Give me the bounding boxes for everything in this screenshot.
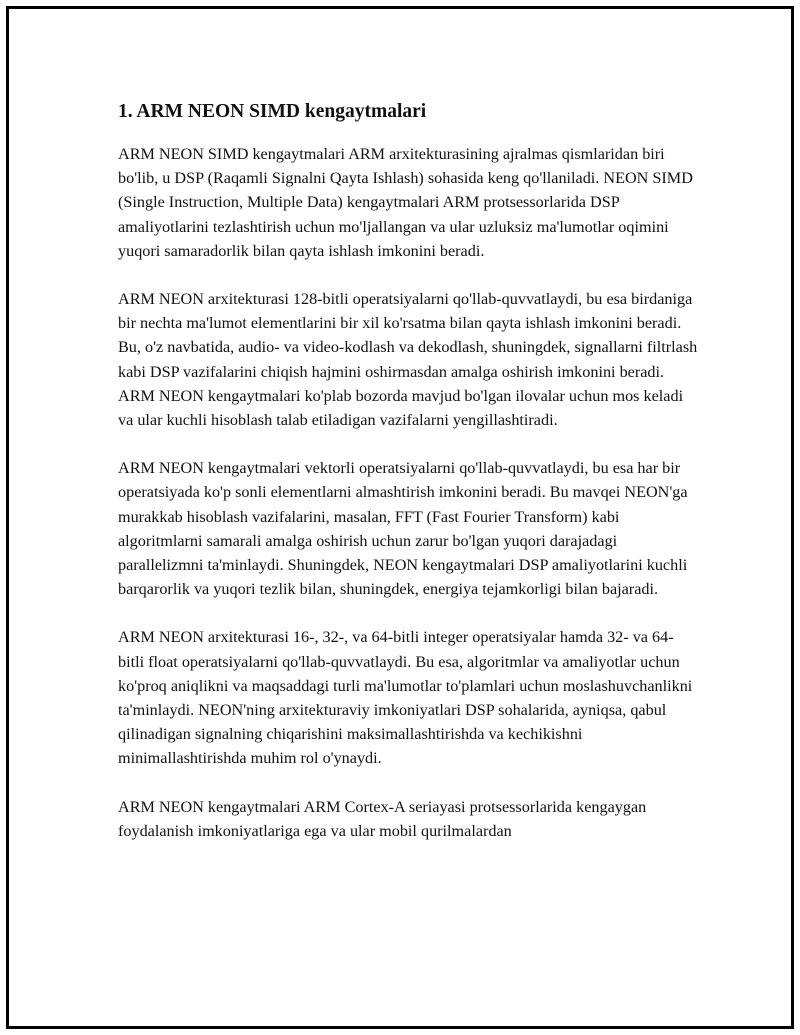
paragraph-3: ARM NEON kengaytmalari vektorli operatsiyalarni qo'llab-quvvatlaydi, bu esa har bir operatsiyada ko'p sonli elementlarni almashtirish imkonini beradi. Bu mavqei NEON'ga murakkab hisoblash vazifalarini, masalan, FFT (Fast Fourier Transform) kabi algoritmlarni samarali amalga oshirish uchun zarur bo'lgan yuqori darajadagi parallelizmni ta'minlaydi. Shuningdek, NEON kengaytmalari DSP amaliyotlarini kuchli barqarorlik va yuqori tezlik bilan, shuningdek, energiya tejamkorligi bilan bajaradi. [118,459,688,599]
document-page [6,6,794,1029]
paragraph-2: ARM NEON arxitekturasi 128-bitli operatsiyalarni qo'llab-quvvatlaydi, bu esa birdaniga bir nechta ma'lumot elementlarini bir xil ko'rsatma bilan qayta ishlash imkonini beradi. Bu, o'z navbatida, audio- va video-kodlash va dekodlash, shuningdek, signallarni filtrlash kabi DSP vazifalarini chiqish hajmini oshirmasdan amalga oshirish imkonini beradi. ARM NEON kengaytmalari ko'plab bozorda mavjud bo'lgan ilovalar uchun mos keladi va ular kuchli hisoblash talab etiladigan vazifalarni yengillashtiradi. [118,290,698,430]
paragraph-4: ARM NEON arxitekturasi 16-, 32-, va 64-bitli integer operatsiyalar hamda 32- va 64-bitli float operatsiyalarni qo'llab-quvvatlaydi. Bu esa, algoritmlar va amaliyotlar uchun ko'proq aniqlikni va maqsaddagi turli ma'lumotlar to'plamlari uchun moslashuvchanlikni ta'minlaydi. NEON'ning arxitekturaviy imkoniyatlari DSP sohalarida, ayniqsa, qabul qilinadigan signalning chiqarishini maksimallashtirishda va kechikishni minimallashtirishda muhim rol o'ynaydi. [118,628,693,768]
section-heading: 1. ARM NEON SIMD kengaytmalari [118,101,427,122]
paragraph-1: ARM NEON SIMD kengaytmalari ARM arxitekturasining ajralmas qismlaridan biri bo'lib, u DSP (Raqamli Signalni Qayta Ishlash) sohasida keng qo'llaniladi. NEON SIMD (Single Instruction, Multiple Data) kengaytmalari ARM protsessorlarida DSP amaliyotlarini tezlashtirish uchun mo'ljallangan va ular uzluksiz ma'lumotlar oqimini yuqori samaradorlik bilan qayta ishlash imkonini beradi. [118,145,693,260]
document-body [118,99,698,867]
paragraph-5: ARM NEON kengaytmalari ARM Cortex-A seriayasi protsessorlarida kengaygan foydalanish imkoniyatlariga ega va ular mobil qurilmalardan [118,797,647,840]
